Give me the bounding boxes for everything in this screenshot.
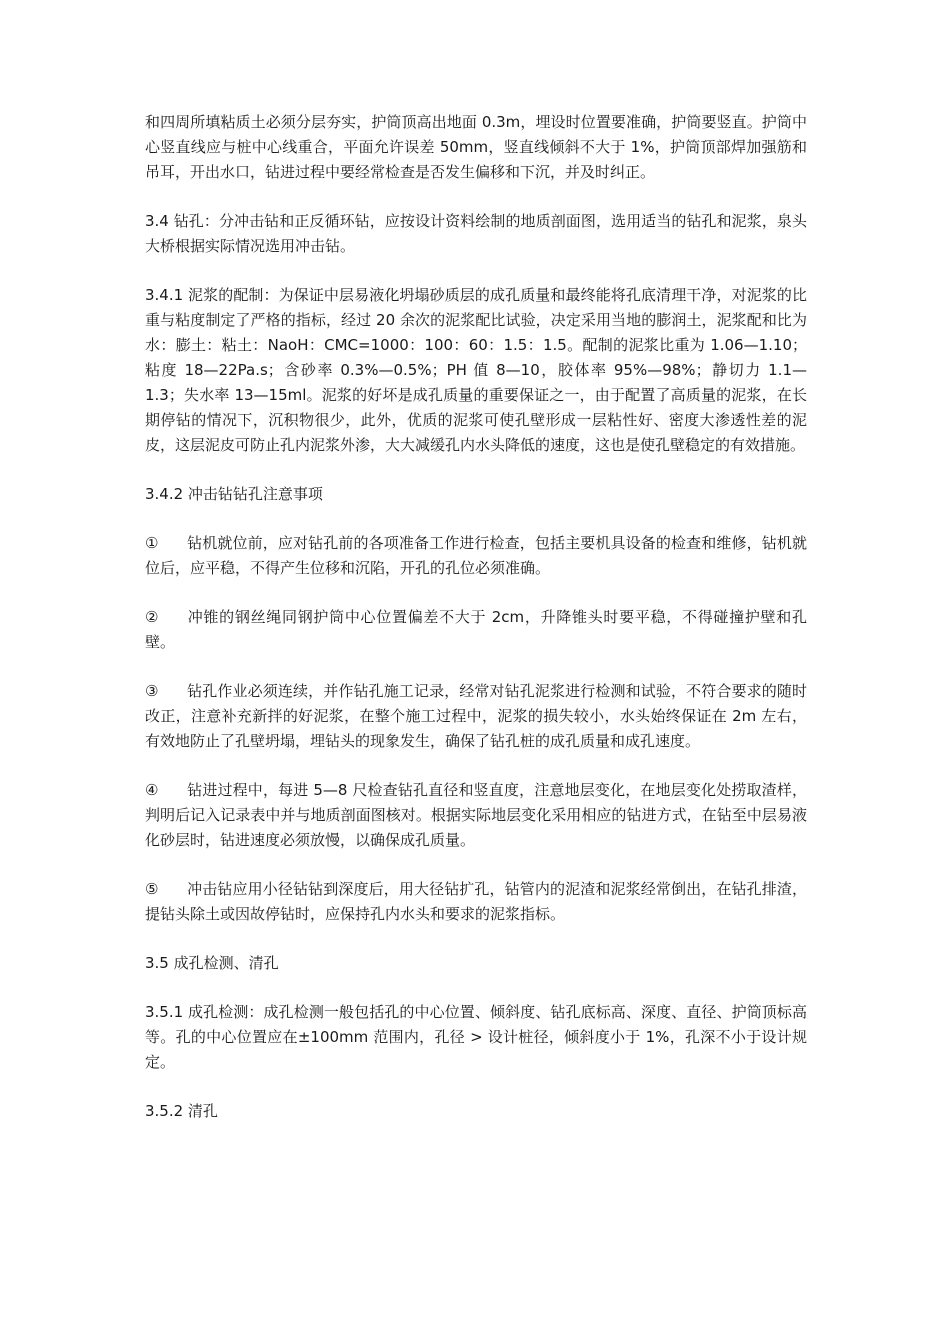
heading-3-4-2: 3.4.2 冲击钻钻孔注意事项 <box>145 485 323 503</box>
list-marker: ① <box>145 534 159 552</box>
list-item-3 <box>145 679 807 754</box>
heading-3-5-2: 3.5.2 清孔 <box>145 1102 218 1120</box>
list-item-text: 钻进过程中，每进 5—8 尺检查钻孔直径和竖直度，注意地层变化，在地层变化处捞取渣样，判明后记入记录表中并与地质剖面图核对。根据实际地层变化采用相应的钻进方式，在钻至中层易液化砂层时，钻进速度必须放慢，以确保成孔质量。 <box>145 781 807 849</box>
paragraph-3-4-drilling: 3.4 钻孔：分冲击钻和正反循环钻，应按设计资料绘制的地质剖面图，选用适当的钻孔和泥浆，泉头大桥根据实际情况选用冲击钻。 <box>145 212 807 255</box>
paragraph-3-5-1-inspection: 3.5.1 成孔检测：成孔检测一般包括孔的中心位置、倾斜度、钻孔底标高、深度、直径、护筒顶标高等。孔的中心位置应在±100mm 范围内，孔径 > 设计桩径，倾斜度小于 1%，孔深不小于设计规定。 <box>145 1003 807 1071</box>
paragraph-intro: 和四周所填粘质土必须分层夯实，护筒顶高出地面 0.3m，埋设时位置要准确，护筒要竖直。护筒中心竖直线应与桩中心线重合，平面允许误差 50mm，竖直线倾斜不大于 1%，护筒顶部焊加强筋和吊耳，开出水口，钻进过程中要经常检查是否发生偏移和下沉，并及时纠正。 <box>145 113 807 181</box>
list-marker: ③ <box>145 682 159 700</box>
list-item-text: 冲击钻应用小径钻钻到深度后，用大径钻扩孔，钻管内的泥渣和泥浆经常倒出，在钻孔排渣，提钻头除土或因故停钻时，应保持孔内水头和要求的泥浆指标。 <box>145 880 807 923</box>
list-item-4 <box>145 778 807 853</box>
list-marker: ④ <box>145 781 159 799</box>
list-item-1 <box>145 531 807 581</box>
list-marker: ⑤ <box>145 880 159 898</box>
list-item-2 <box>145 605 807 655</box>
list-item-5 <box>145 877 807 927</box>
paragraph-3-4-1-slurry: 3.4.1 泥浆的配制：为保证中层易液化坍塌砂质层的成孔质量和最终能将孔底清理干净，对泥浆的比重与粘度制定了严格的指标，经过 20 余次的泥浆配比试验，决定采用当地的膨润土，泥浆配和比为 水：膨土：粘土：NaoH：CMC=1000：100：60：1.5：1.5。配制的泥浆比重为 1.06—1.10；粘度 18—22Pa.s；含砂率 0.3%—0.5%；PH 值 8—10，胶体率 95%—98%；静切力 1.1—1.3；失水率 13—15ml。泥浆的好坏是成孔质量的重要保证之一，由于配置了高质量的泥浆，在长期停钻的情况下，沉积物很少，此外，优质的泥浆可使孔壁形成一层粘性好、密度大渗透性差的泥皮，这层泥皮可防止孔内泥浆外渗，大大减缓孔内水头降低的速度，这也是使孔壁稳定的有效措施。 <box>145 286 807 454</box>
list-item-text: 钻孔作业必须连续，并作钻孔施工记录，经常对钻孔泥浆进行检测和试验，不符合要求的随时改正，注意补充新拌的好泥浆，在整个施工过程中，泥浆的损失较小，水头始终保证在 2m 左右，有效地防止了孔壁坍塌，埋钻头的现象发生，确保了钻孔桩的成孔质量和成孔速度。 <box>145 682 807 750</box>
list-item-text: 钻机就位前，应对钻孔前的各项准备工作进行检查，包括主要机具设备的检查和维修，钻机就位后，应平稳，不得产生位移和沉陷，开孔的孔位必须准确。 <box>145 534 807 577</box>
heading-3-5: 3.5 成孔检测、清孔 <box>145 954 279 972</box>
list-item-text: 冲锥的钢丝绳同钢护筒中心位置偏差不大于 2cm，升降锥头时要平稳，不得碰撞护壁和孔壁。 <box>145 608 807 651</box>
document-body <box>145 110 807 1148</box>
list-marker: ② <box>145 608 159 626</box>
